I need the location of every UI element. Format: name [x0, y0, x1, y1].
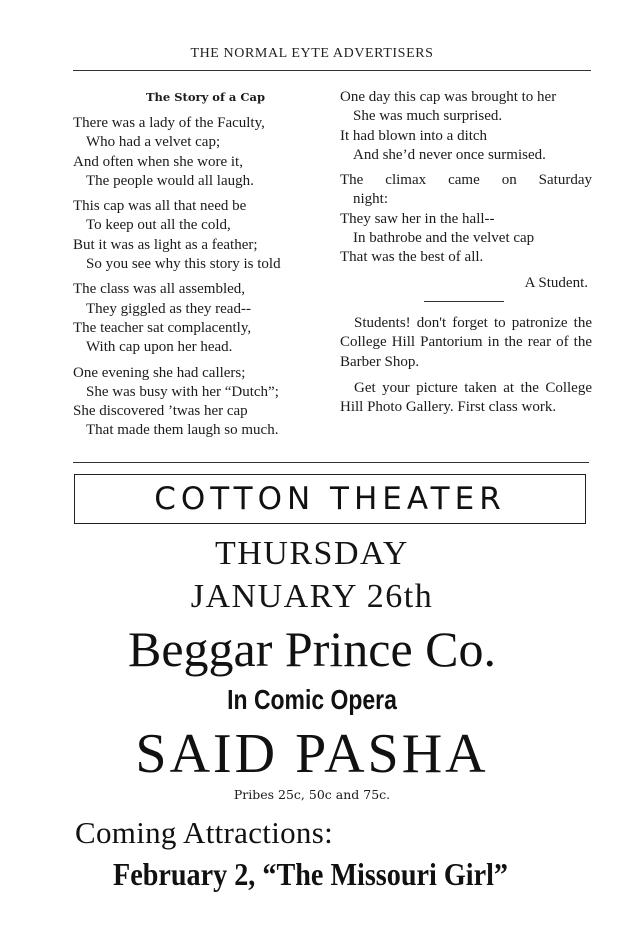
- poem-stanza: [73, 114, 338, 191]
- notice-photo-gallery: Get your picture taken at the College Hill Photo Gallery. First class work.: [340, 379, 592, 416]
- theater-banner: [74, 474, 586, 524]
- show-subtitle: In Comic Opera: [227, 684, 397, 715]
- poem-stanza: [73, 364, 338, 441]
- poem-line: Who had a velvet cap;: [86, 134, 221, 151]
- poem-line: She discovered ’twas her cap: [73, 403, 248, 420]
- poem-line: With cap upon her head.: [86, 339, 233, 356]
- poem-line: There was a lady of the Faculty,: [73, 115, 265, 131]
- section-divider: [424, 301, 504, 302]
- poem-line: One evening she had callers;: [73, 364, 246, 381]
- poem-title: The Story of a Cap: [146, 90, 265, 104]
- poem-line: That was the best of all.: [340, 249, 484, 266]
- theater-name: COTTON THEATER: [154, 481, 506, 517]
- coming-attractions-heading: Coming Attractions:: [75, 815, 333, 850]
- poem-line: The class was all assembled,: [73, 281, 246, 298]
- show-title: SAID PASHA: [135, 723, 489, 785]
- poem-line: The climax came on Saturday: [340, 172, 592, 189]
- poem-signature: A Student.: [524, 274, 588, 291]
- poem-line: So you see why this story is told: [86, 256, 281, 273]
- poem-line: In bathrobe and the velvet cap: [353, 230, 535, 247]
- poem-line: It had blown into a ditch: [340, 127, 488, 144]
- poem-stanza: [340, 88, 592, 165]
- poem-line: And she’d never once surmised.: [353, 146, 546, 163]
- poem-left-column: [73, 88, 338, 447]
- company-name: Beggar Prince Co.: [128, 621, 496, 677]
- poem-line: One day this cap was brought to her: [340, 89, 557, 105]
- coming-attraction-item: February 2, “The Missouri Girl”: [113, 856, 508, 892]
- notice-pantorium: Students! don't forget to patronize the College Hill Pantorium in the rear of the Barber Shop.: [340, 314, 592, 370]
- poem-line: They saw her in the hall--: [340, 210, 495, 227]
- ticket-prices: Pribes 25c, 50c and 75c.: [233, 787, 391, 802]
- poem-stanza: [73, 280, 338, 357]
- poem-line: And often when she wore it,: [73, 153, 243, 170]
- poem-stanzas-right: [340, 88, 592, 268]
- poem-line: That made them laugh so much.: [86, 422, 279, 439]
- show-date: JANUARY 26th: [190, 578, 434, 615]
- poem-line: But it was as light as a feather;: [73, 236, 258, 253]
- poem-line: To keep out all the cold,: [86, 217, 231, 234]
- poem-line: She was busy with her “Dutch”;: [86, 383, 279, 400]
- poem-stanzas-left: [73, 114, 338, 441]
- poem-line: The people would all laugh.: [86, 172, 254, 189]
- poem-line: The teacher sat complacently,: [73, 319, 252, 336]
- running-head: THE NORMAL EYTE ADVERTISERS: [190, 46, 434, 61]
- poem-line: This cap was all that need be: [73, 198, 247, 215]
- poem-stanza: [73, 197, 338, 274]
- show-day: THURSDAY: [214, 535, 409, 572]
- poem-right-column: [340, 88, 592, 424]
- poem-line: night:: [353, 191, 389, 208]
- poem-line: They giggled as they read--: [86, 300, 251, 317]
- poem-line: She was much surprised.: [353, 108, 503, 125]
- section-rule: [73, 462, 589, 463]
- header-rule: [73, 70, 591, 71]
- poem-stanza: [340, 171, 592, 267]
